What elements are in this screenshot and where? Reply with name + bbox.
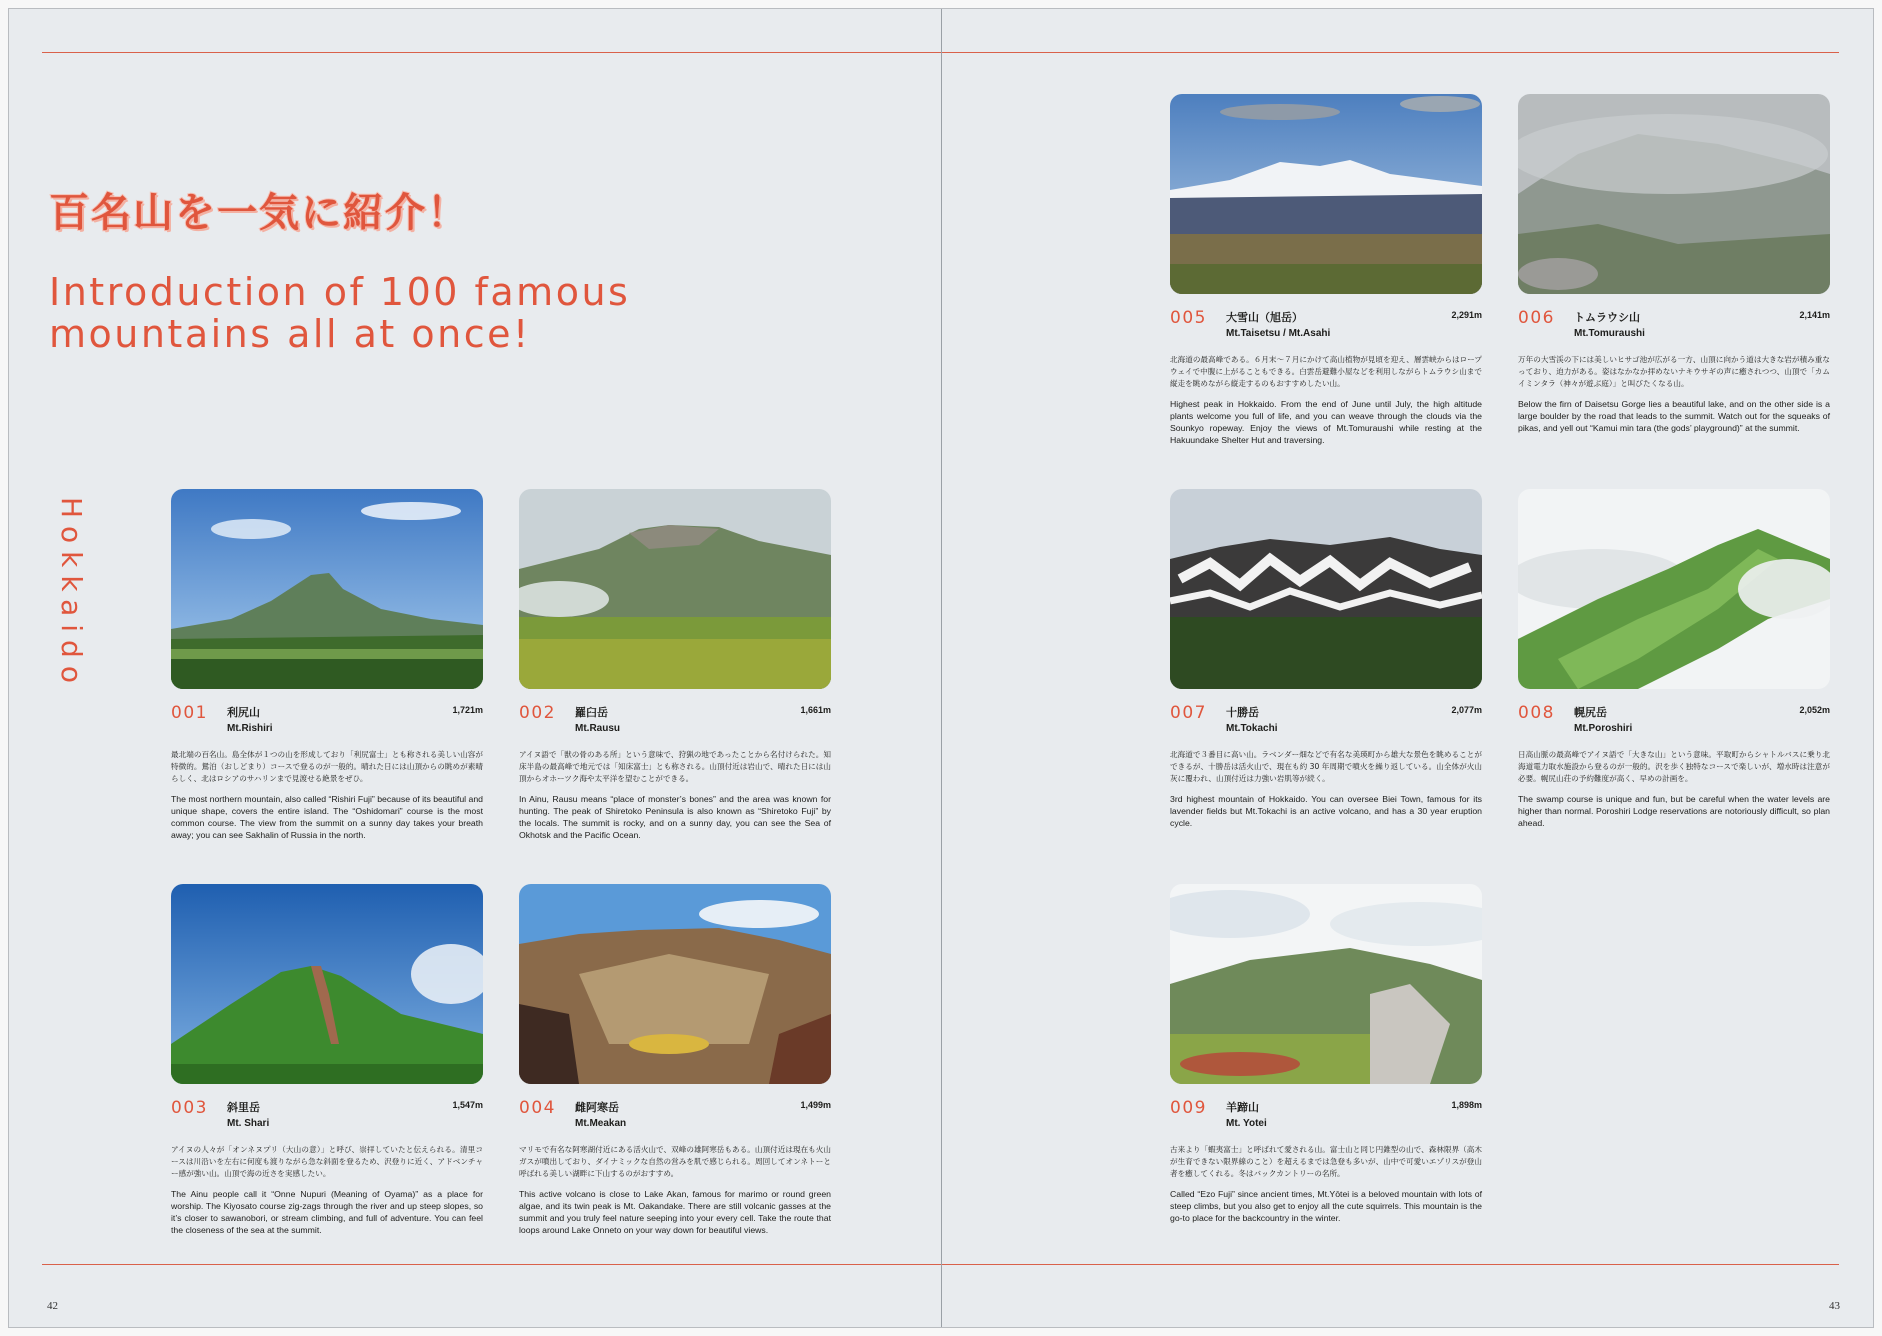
page-number-left: 42 <box>47 1300 58 1312</box>
description-jp: 北海道の最高峰である。６月末〜７月にかけて高山植物が見頃を迎え、層雲峡からはロープウェイで中腹に上がることもできる。白雲岳避難小屋などを利用しながらトムラウシ山まで縦走を眺めながら縦走するのもおすすめしたい山。 <box>1170 355 1482 388</box>
mountain-name-en: Mt.Poroshiri <box>1574 723 1633 734</box>
description-en: The swamp course is unique and fun, but be careful when the water levels are higher than normal. Poroshiri Lodge reservations are notoriously difficult, so plan ahead. <box>1518 794 1830 828</box>
mountain-number: 006 <box>1518 308 1555 328</box>
mountain-number: 009 <box>1170 1098 1207 1118</box>
right-page <box>942 9 1873 1327</box>
photo-yotei <box>1170 884 1482 1084</box>
mountain-card-004 <box>519 884 831 1236</box>
mountain-elevation: 1,547m <box>452 1100 483 1110</box>
mountain-number: 001 <box>171 703 208 723</box>
photo-poroshiri <box>1518 489 1830 689</box>
photo-shari <box>171 884 483 1084</box>
region-label: Hokkaido <box>55 497 88 691</box>
mountain-card-001 <box>171 489 483 841</box>
description-en: This active volcano is close to Lake Akan, famous for marimo or round green algae, and its twin peak is Mt. Oakandake. There are still volcanic gasses at the summit and you truly feel nature seeping into your every cell. Take the route that loops around Lake Onneto on your way down for beautiful views. <box>519 1189 831 1235</box>
mountain-name-jp: 羅臼岳 <box>575 707 608 719</box>
description-en: In Ainu, Rausu means “place of monster’s bones” and the area was known for hunting. The peak of Shiretoko Peninsula is also known as “Shiretoko Fuji” by the locals. The summit is rocky, and on a sunny day, you can see the Sea of Okhotsk and the Pacific Ocean. <box>519 794 831 840</box>
mountain-card-007 <box>1170 489 1482 829</box>
mountain-elevation: 2,291m <box>1451 310 1482 320</box>
mountain-number: 008 <box>1518 703 1555 723</box>
mountain-card-009 <box>1170 884 1482 1224</box>
mountain-number: 003 <box>171 1098 208 1118</box>
description-jp: アイヌの人々が「オンネヌプリ（大山の意）」と呼び、崇拝していたと伝えられる。清里コースは川沿いを左右に何度も渡りながら急な斜面を登るため、沢登りに近く、アドベンチャー感が強い山。山頂で海の近さを実感したい。 <box>171 1145 483 1178</box>
photo-tomuraushi <box>1518 94 1830 294</box>
description-en: 3rd highest mountain of Hokkaido. You can oversee Biei Town, famous for its lavender fields but Mt.Tokachi is an active volcano, and has a 30 year eruption cycle. <box>1170 794 1482 828</box>
magazine-spread <box>8 8 1874 1328</box>
mountain-name-en: Mt. Shari <box>227 1118 270 1129</box>
mountain-number: 007 <box>1170 703 1207 723</box>
page-number-right: 43 <box>1829 1300 1840 1312</box>
mountain-elevation: 2,077m <box>1451 705 1482 715</box>
left-page <box>9 9 941 1327</box>
mountain-card-008 <box>1518 489 1830 829</box>
mountain-name-jp: 十勝岳 <box>1226 707 1259 719</box>
page-title-en: Introduction of 100 famous mountains all at once! <box>49 270 631 356</box>
mountain-name-en: Mt.Meakan <box>575 1118 627 1129</box>
mountain-elevation: 2,052m <box>1799 705 1830 715</box>
description-en: The Ainu people call it “Onne Nupuri (Meaning of Oyama)” as a place for worship. The Kiyosato course zig-zags through the river and up steep slopes, so it’s closer to sawanobori, or stream climbing, and full of adventure. You can feel the closeness of the sea at the summit. <box>171 1189 483 1235</box>
photo-rausu <box>519 489 831 689</box>
description-en: Below the firn of Daisetsu Gorge lies a beautiful lake, and on the other side is a large boulder by the road that leads to the summit. Watch out for the squeaks of pikas, and yell out “Kamui min tara (the gods’ playground)” at the summit. <box>1518 399 1830 433</box>
mountain-name-jp: 雌阿寒岳 <box>575 1102 619 1114</box>
mountain-elevation: 1,898m <box>1451 1100 1482 1110</box>
mountain-name-en: Mt. Yotei <box>1226 1118 1267 1129</box>
description-jp: 北海道で３番目に高い山。ラベンダー畑などで有名な美瑛町から雄大な景色を眺めることができるが、十勝岳は活火山で、現在も約 30 年周期で噴火を繰り返している。山全体が火山灰に覆われ、山頂付近は力強い岩肌等が続く。 <box>1170 750 1482 783</box>
mountain-card-003 <box>171 884 483 1236</box>
description-jp: アイヌ語で「獣の骨のある所」という意味で、狩猟の地であったことから名付けられた。知床半島の最高峰で地元では「知床富士」とも称される。山頂付近は岩山で、晴れた日には山頂からオホーツク海や太平洋を望むことができる。 <box>519 750 831 783</box>
description-en: Highest peak in Hokkaido. From the end of June until July, the high altitude plants welcome you full of life, and you can weave through the clouds via the Sounkyo ropeway. Enjoy the views of Mt.Tomuraushi while resting at the Hakuundake Shelter Hut and traversing. <box>1170 399 1482 445</box>
mountain-name-jp: トムラウシ山 <box>1574 312 1640 324</box>
top-rule <box>42 52 941 53</box>
mountain-name-en: Mt.Rishiri <box>227 723 273 734</box>
mountain-card-005 <box>1170 94 1482 446</box>
mountain-name-en: Mt.Tokachi <box>1226 723 1278 734</box>
mountain-number: 004 <box>519 1098 556 1118</box>
description-en: The most northern mountain, also called “Rishiri Fuji” because of its beautiful and unique shape, covers the entire island. The “Oshidomari” course is the most common course. The view from the summit on a sunny day takes your breath away; you can see Sakhalin of Russia in the north. <box>171 794 483 840</box>
bottom-rule <box>42 1264 941 1265</box>
photo-rishiri <box>171 489 483 689</box>
mountain-name-jp: 羊蹄山 <box>1226 1102 1259 1114</box>
mountain-elevation: 2,141m <box>1799 310 1830 320</box>
description-jp: 日高山脈の最高峰でアイヌ語で「大きな山」という意味。平取町からシャトルバスに乗り北海道電力取水施設から登るのが一般的。沢を歩く独特なコースで楽しいが、増水時は注意が必要。幌尻山荘の予約難度が高く、早めの計画を。 <box>1518 750 1830 783</box>
photo-taisetsu <box>1170 94 1482 294</box>
bottom-rule <box>942 1264 1839 1265</box>
photo-meakan <box>519 884 831 1084</box>
description-jp: 最北端の百名山。島全体が１つの山を形成しており「利尻富士」とも称される美しい山容が特徴的。鴛泊（おしどまり）コースで登るのが一般的。晴れた日には山頂からの眺めが素晴らしく、北はロシアのサハリンまで見渡せる絶景をぜひ。 <box>171 750 483 783</box>
mountain-elevation: 1,721m <box>452 705 483 715</box>
description-jp: 万年の大雪渓の下には美しいヒサゴ池が広がる一方、山頂に向かう道は大きな岩が積み重なっており、迫力がある。姿はなかなか拝めないナキウサギの声に癒されつつ、山頂で「カムイミンタラ（神々が遊ぶ庭）」と叫びたくなる山。 <box>1518 355 1830 388</box>
mountain-card-006 <box>1518 94 1830 434</box>
mountain-name-jp: 斜里岳 <box>227 1102 260 1114</box>
photo-tokachi <box>1170 489 1482 689</box>
mountain-name-en: Mt.Taisetsu / Mt.Asahi <box>1226 328 1331 339</box>
mountain-name-jp: 利尻山 <box>227 707 260 719</box>
description-jp: 古来より「蝦夷富士」と呼ばれて愛される山。富士山と同じ円錐型の山で、森林限界（高木が生育できない限界線のこと）を超えるまでは急登も多いが、山中で可愛いエゾリスが登山者を癒してくれる。冬はバックカントリーの名所。 <box>1170 1145 1482 1178</box>
mountain-elevation: 1,661m <box>800 705 831 715</box>
mountain-name-en: Mt.Tomuraushi <box>1574 328 1645 339</box>
description-jp: マリモで有名な阿寒湖付近にある活火山で、双峰の雄阿寒岳もある。山頂付近は現在も火山ガスが噴出しており、ダイナミックな自然の営みを肌で感じられる。周回してオンネトーと呼ばれる美しい湖畔に下山するのがおすすめ。 <box>519 1145 831 1178</box>
mountain-number: 005 <box>1170 308 1207 328</box>
page-title-jp: 百名山を一気に紹介！ <box>49 190 469 236</box>
mountain-name-en: Mt.Rausu <box>575 723 620 734</box>
mountain-card-002 <box>519 489 831 841</box>
mountain-name-jp: 大雪山（旭岳） <box>1226 312 1303 324</box>
mountain-name-jp: 幌尻岳 <box>1574 707 1607 719</box>
mountain-number: 002 <box>519 703 556 723</box>
mountain-elevation: 1,499m <box>800 1100 831 1110</box>
top-rule <box>942 52 1839 53</box>
description-en: Called “Ezo Fuji” since ancient times, Mt.Yōtei is a beloved mountain with lots of steep climbs, but you also get to enjoy all the cute squirrels. This mountain is the go-to place for the backcountry in the winter. <box>1170 1189 1482 1223</box>
